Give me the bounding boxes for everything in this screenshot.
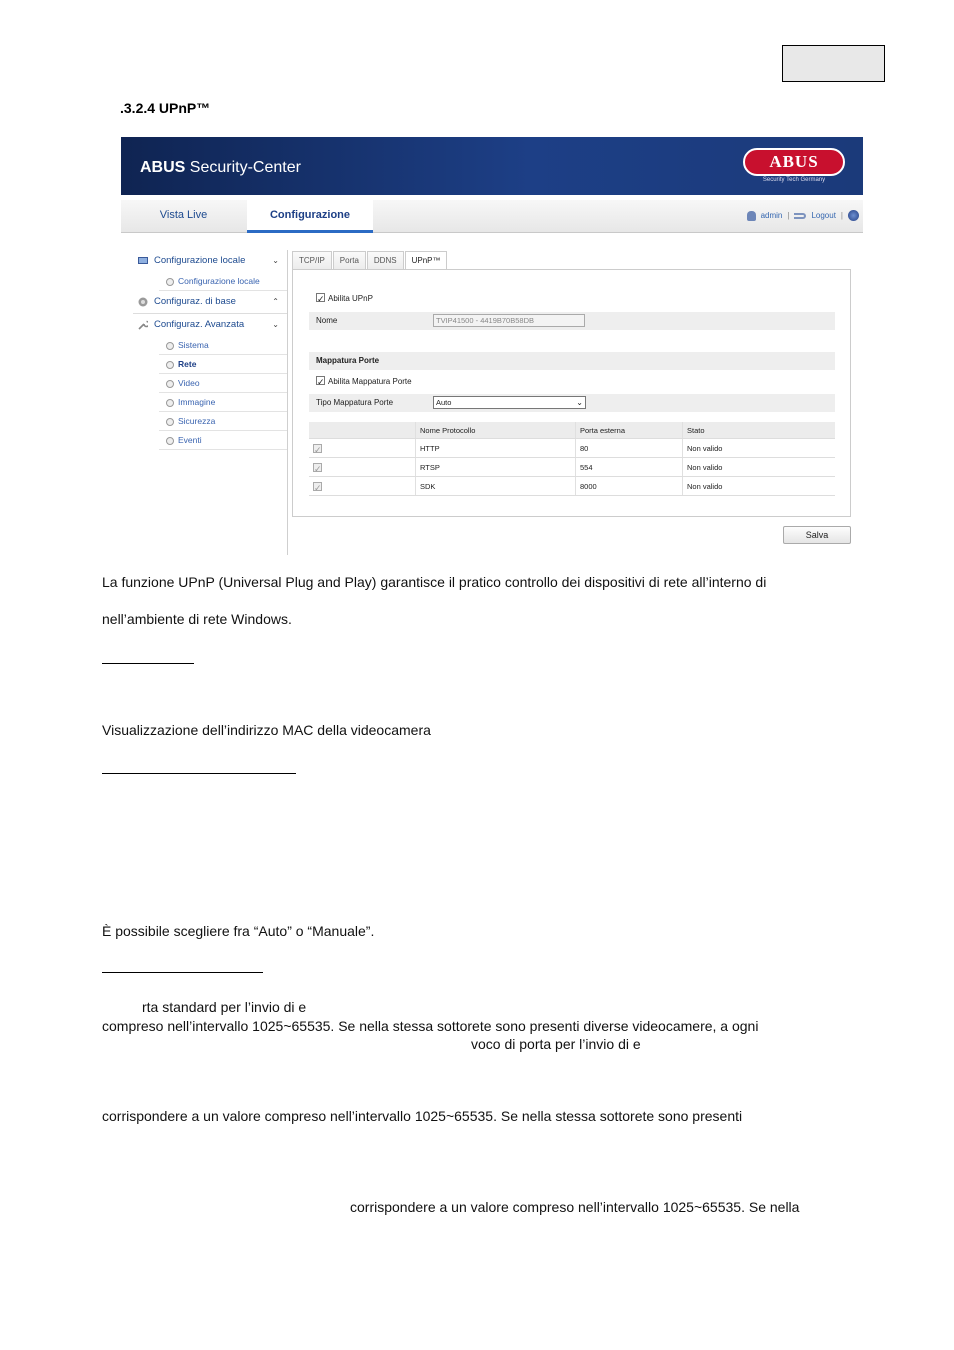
tab-upnp[interactable]: UPnP™ [405, 251, 448, 269]
sidebar-item-advanced-config[interactable]: Configuraz. Avanzata ⌄ [121, 314, 287, 336]
heading-underline [102, 773, 296, 774]
heading-underline [102, 663, 194, 664]
enable-port-mapping-checkbox[interactable] [316, 376, 325, 385]
save-button[interactable]: Salva [783, 526, 851, 544]
col-protocol: Nome Protocollo [415, 422, 475, 438]
heading-underline [102, 972, 263, 973]
header-banner [121, 137, 863, 195]
paragraph-upnp-intro-cont: nell’ambiente di rete Windows. [102, 611, 292, 627]
chevron-up-icon: ⌃ [272, 297, 279, 306]
mapping-type-select[interactable]: Auto ⌄ [433, 396, 586, 409]
page-number-box [782, 45, 885, 82]
sidebar-subitem-system[interactable]: Sistema [159, 336, 287, 355]
sidebar-item-basic-config[interactable]: Configuraz. di base ⌃ [121, 291, 287, 313]
port-mapping-header: Mappatura Porte [309, 352, 835, 370]
paragraph-fragment: rta standard per l’invio di e [142, 999, 307, 1015]
chevron-down-icon: ⌄ [272, 320, 279, 329]
gear-icon [138, 297, 148, 307]
sidebar-subitem-video[interactable]: Video [159, 374, 287, 393]
col-status: Stato [682, 422, 705, 438]
tab-configuration[interactable]: Configurazione [247, 200, 373, 233]
enable-upnp-row: ✓Abilita UPnP [309, 290, 835, 308]
port-mapping-table [309, 422, 835, 496]
user-name: admin [760, 211, 783, 220]
separator: | [840, 211, 843, 220]
abus-logo: ABUS [743, 148, 845, 176]
upnp-settings-screenshot [121, 137, 863, 557]
user-bar [747, 210, 859, 221]
row-checkbox [313, 444, 322, 453]
table-header-row [309, 422, 835, 439]
table-row: ✓ RTSP 554 Non valido [309, 458, 835, 477]
mapping-type-row [309, 394, 835, 412]
paragraph-mapping-type: È possibile scegliere fra “Auto” o “Manuale”. [102, 923, 375, 939]
logo-tagline: Security Tech Germany [762, 177, 826, 183]
row-checkbox [313, 482, 322, 491]
chevron-down-icon: ⌄ [272, 256, 279, 265]
logout-icon[interactable] [794, 213, 806, 219]
section-title: .3.2.4 UPnP™ [120, 100, 211, 116]
app-title: ABUS Security-Center [140, 159, 301, 176]
sidebar-menu [121, 250, 287, 450]
col-external-port: Porta esterna [575, 422, 625, 438]
enable-upnp-checkbox[interactable] [316, 293, 325, 302]
paragraph-fragment: compreso nell’intervallo 1025~65535. Se nella stessa sottorete sono presenti diverse videocamere, a ogni [102, 1018, 759, 1034]
tab-ddns[interactable]: DDNS [367, 251, 404, 269]
row-checkbox [313, 463, 322, 472]
main-nav [121, 200, 863, 233]
tab-tcpip[interactable]: TCP/IP [292, 251, 332, 269]
tab-port[interactable]: Porta [333, 251, 366, 269]
table-row: ✓ SDK 8000 Non valido [309, 477, 835, 496]
enable-port-mapping-row: ✓Abilita Mappatura Porte [309, 373, 835, 391]
logout-link[interactable]: Logout [811, 211, 836, 220]
upnp-panel [292, 269, 851, 517]
paragraph-fragment: corrispondere a un valore compreso nell’intervallo 1025~65535. Se nella [350, 1199, 800, 1215]
language-globe-icon[interactable] [848, 210, 859, 221]
paragraph-fragment: corrispondere a un valore compreso nell’intervallo 1025~65535. Se nella stessa sottorete sono presenti [102, 1108, 743, 1124]
user-icon [747, 211, 756, 221]
sidebar-subitem-image[interactable]: Immagine [159, 393, 287, 412]
paragraph-mac: Visualizzazione dell’indirizzo MAC della videocamera [102, 722, 431, 738]
separator: | [787, 211, 790, 220]
sidebar-subitem-local-config[interactable]: Configurazione locale [159, 272, 287, 291]
monitor-icon [138, 256, 148, 266]
sidebar-subitem-network[interactable]: Rete [159, 355, 287, 374]
sidebar-subitem-security[interactable]: Sicurezza [159, 412, 287, 431]
paragraph-fragment: voco di porta per l’invio di e [471, 1036, 641, 1052]
mapping-type-label: Tipo Mappatura Porte [316, 398, 394, 407]
sidebar-subitem-events[interactable]: Eventi [159, 431, 287, 450]
sidebar-item-local-config[interactable]: Configurazione locale ⌄ [121, 250, 287, 272]
name-row [309, 312, 835, 330]
chevron-down-icon: ⌄ [576, 398, 583, 407]
wrench-icon [138, 320, 148, 330]
paragraph-upnp-intro: La funzione UPnP (Universal Plug and Play) garantisce il pratico controllo dei dispositivi di rete all’interno di [102, 574, 767, 590]
name-label: Nome [316, 316, 338, 325]
table-row: ✓ HTTP 80 Non valido [309, 439, 835, 458]
tab-live-view[interactable]: Vista Live [159, 209, 208, 221]
settings-tabs [292, 251, 448, 269]
name-field[interactable]: TVIP41500 - 4419B70B58DB [433, 314, 585, 327]
